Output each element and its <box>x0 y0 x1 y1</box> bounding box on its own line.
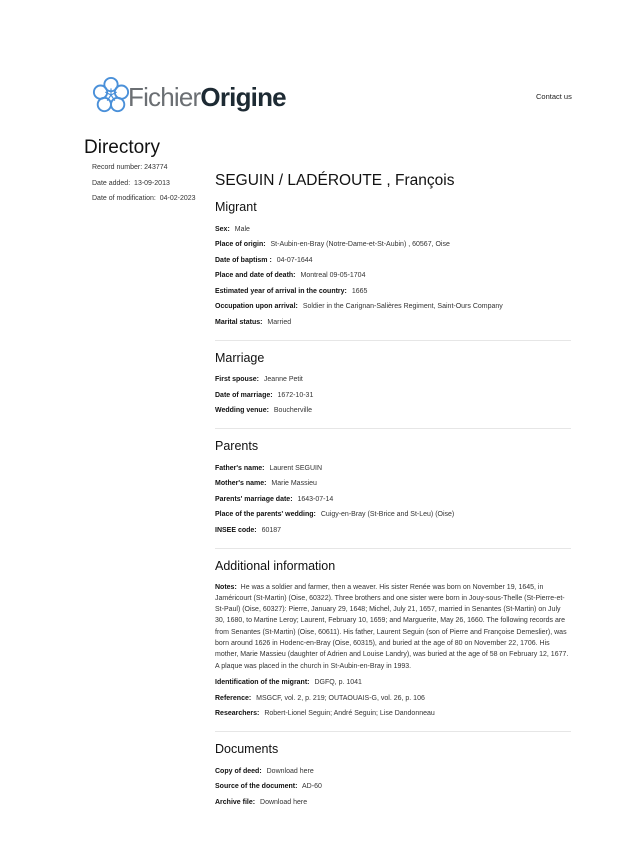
section-title-parents: Parents <box>215 439 259 453</box>
field-place-date-of-death: Place and date of death: Montreal 09-05-1704 <box>215 272 366 279</box>
person-name: SEGUIN / LADÉROUTE , François <box>215 172 455 189</box>
logo[interactable] <box>92 76 286 114</box>
divider <box>215 548 571 549</box>
field-marital-status: Marital status: Married <box>215 318 292 326</box>
copy-of-deed-download-link[interactable]: Download here <box>266 767 314 775</box>
section-title-marriage: Marriage <box>215 350 265 365</box>
archive-file-download-link[interactable]: Download here <box>260 798 308 806</box>
field-researchers: Researchers: Robert-Lionel Seguin; André Seguin; Lise Dandonneau <box>215 710 435 718</box>
field-first-spouse: First spouse: Jeanne Petit <box>215 376 303 383</box>
date-added: Date added: 13-09-2013 <box>92 179 170 187</box>
contact-us-link[interactable]: Contact us <box>536 92 572 101</box>
field-parents-wedding-place: Place of the parents' wedding: Cuigy-en-Bray (St-Brice and St-Leu) (Oise) <box>215 511 455 518</box>
divider <box>215 340 571 341</box>
page-title: Directory <box>84 137 161 158</box>
field-document-source: Source of the document: AD-60 <box>215 783 322 791</box>
record-meta <box>92 164 196 211</box>
flower-icon <box>92 76 130 114</box>
field-copy-of-deed: Copy of deed: Download here <box>215 767 314 775</box>
field-insee-code: INSEE code: 60187 <box>215 526 282 534</box>
field-reference: Reference: MSGCF, vol. 2, p. 219; OUTAOUAIS-G, vol. 26, p. 106 <box>215 694 425 702</box>
field-mother-name: Mother's name: Marie Massieu <box>215 480 317 487</box>
field-notes: Notes: He was a soldier and farmer, then a weaver. His sister Renée was born on November 19, 1645, in Jaméricourt (St-Martin) (Oise, 60322). Three brothers and one sister were born in Jouy-sous-Thelle (St-Pierre-et-St-Paul) (Oise, 60327): Pierre, January 29, 1648; Michel, July 21, 1657, married in Senantes (St-Martin) on July 30, 1680, to Martine Leroy; Laurent, February 10, 1659; and Marguerite, May 26, 1660. The following records are from Senantes (St-Martin) (Oise, 60611). His father, Laurent Seguin (son of Pierre and Françoise Demeslier), was born around 1626 in Hodenc-en-Bray (Oise, 60315), and buried at the age of 80 on November 22, 1706. His mother, Marie Massieu (daughter of Adrien and Louise Landry), was buried at the age of 58 on February 12, 1677. A plaque was placed in the church in St-Aubin-en-Bray in 1993. <box>215 583 569 670</box>
field-parents-marriage-date: Parents' marriage date: 1643-07-14 <box>215 495 334 503</box>
field-archive-file: Archive file: Download here <box>215 798 308 806</box>
field-date-of-baptism: Date of baptism : 04-07-1644 <box>215 256 313 264</box>
field-father-name: Father's name: Laurent SEGUIN <box>215 464 322 472</box>
field-identification: Identification of the migrant: DGFQ, p. 1041 <box>215 679 362 687</box>
date-modified: Date of modification: 04-02-2023 <box>92 195 196 202</box>
section-title-migrant: Migrant <box>215 200 257 214</box>
record-content <box>215 172 571 807</box>
field-place-of-origin: Place of origin: St-Aubin-en-Bray (Notre-Dame-et-St-Aubin) , 60567, Oise <box>215 241 450 248</box>
divider <box>215 731 571 732</box>
logo-text: FichierOrigine <box>128 81 286 112</box>
field-sex: Sex: Male <box>215 225 250 233</box>
field-date-of-marriage: Date of marriage: 1672-10-31 <box>215 391 314 399</box>
divider <box>215 428 571 429</box>
field-arrival-year: Estimated year of arrival in the country: 1665 <box>215 287 368 295</box>
section-title-documents: Documents <box>215 742 279 757</box>
record-number: Record number: 243774 <box>92 164 168 171</box>
section-title-additional: Additional information <box>215 558 336 573</box>
field-wedding-venue: Wedding venue: Boucherville <box>215 407 313 414</box>
field-occupation: Occupation upon arrival: Soldier in the Carignan-Salières Regiment, Saint-Ours Company <box>215 303 503 310</box>
